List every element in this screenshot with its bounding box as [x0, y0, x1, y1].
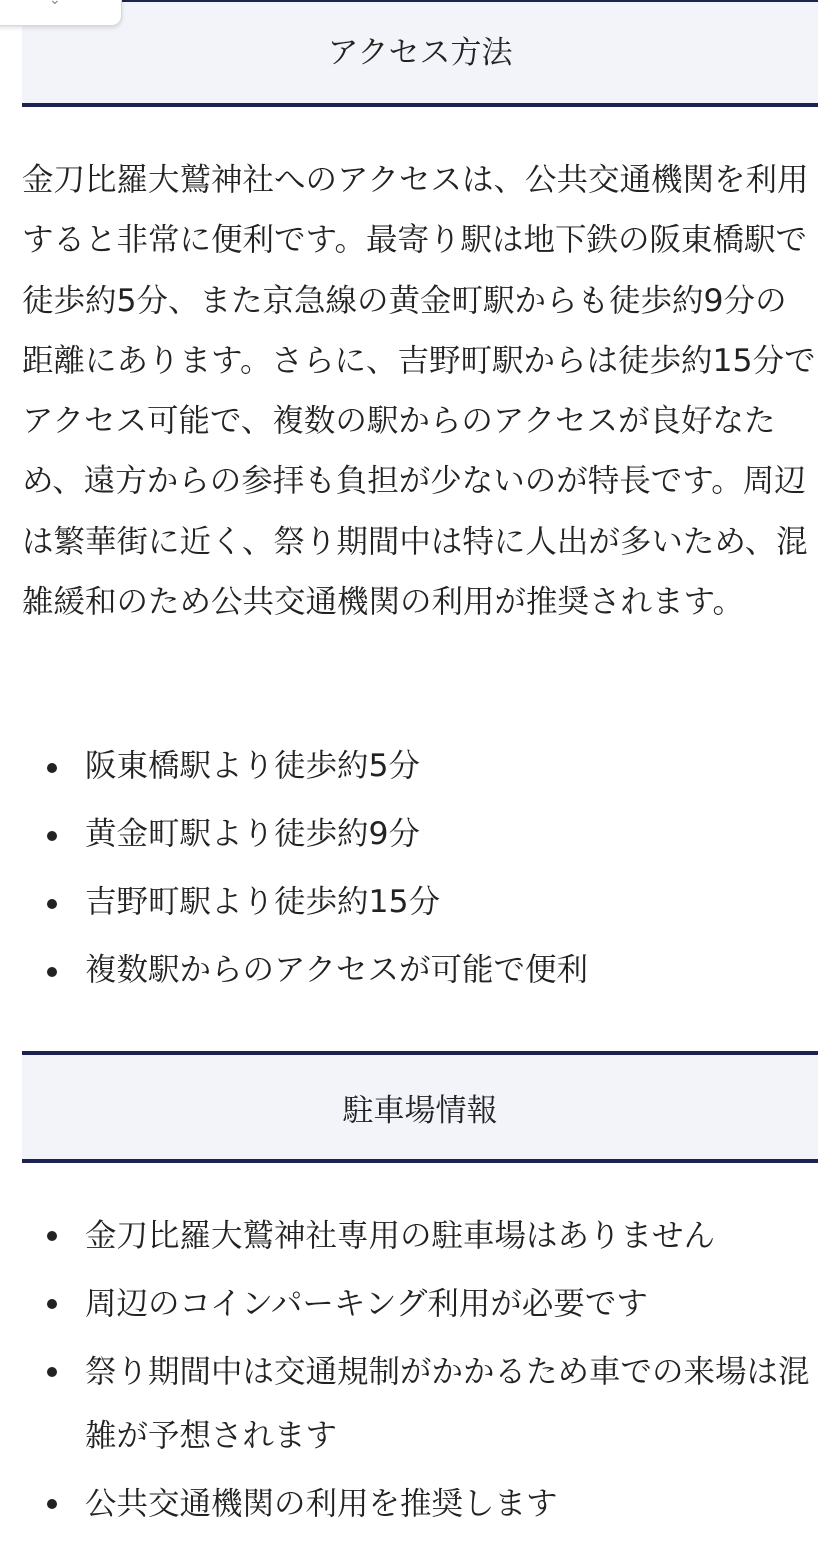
bullet-icon — [47, 763, 57, 773]
parking-list — [0, 1202, 818, 1538]
access-list — [0, 734, 818, 1006]
list-item: 公共交通機関の利用を推奨します — [0, 1470, 818, 1538]
bullet-icon — [47, 1231, 57, 1241]
chevron-down-icon: ⌄ — [49, 0, 61, 8]
bullet-icon — [47, 1499, 57, 1509]
list-item: 複数駅からのアクセスが可能で便利 — [0, 938, 818, 1006]
bullet-icon — [47, 831, 57, 841]
access-section-header — [22, 0, 818, 107]
parking-section-header — [22, 1051, 818, 1163]
bullet-icon — [47, 899, 57, 909]
access-description: 金刀比羅大鷲神社へのアクセスは、公共交通機関を利用すると非常に便利です。最寄り駅は地下鉄の阪東橋駅で徒歩約5分、また京急線の黄金町駅からも徒歩約9分の距離にあります。さらに、吉野町駅からは徒歩約15分でアクセス可能で、複数の駅からのアクセスが良好なため、遠方からの参拝も負担が少ないのが特長です。周辺は繁華街に近く、祭り期間中は特に人出が多いため、混雑緩和のため公共交通機関の利用が推奨されます。 — [22, 162, 816, 621]
list-item: 金刀比羅大鷲神社専用の駐車場はありません — [0, 1202, 818, 1270]
list-item: 黄金町駅より徒歩約9分 — [0, 802, 818, 870]
bullet-icon — [47, 1367, 57, 1377]
access-heading: アクセス方法 — [327, 35, 513, 71]
list-item: 周辺のコインパーキング利用が必要です — [0, 1270, 818, 1338]
list-item: 阪東橋駅より徒歩約5分 — [0, 734, 818, 802]
collapsed-menu-tab[interactable] — [0, 0, 122, 26]
bullet-icon — [47, 967, 57, 977]
bullet-icon — [47, 1299, 57, 1309]
list-item: 吉野町駅より徒歩約15分 — [0, 870, 818, 938]
parking-heading: 駐車場情報 — [342, 1092, 498, 1129]
list-item: 祭り期間中は交通規制がかかるため車での来場は混雑が予想されます — [0, 1338, 818, 1470]
